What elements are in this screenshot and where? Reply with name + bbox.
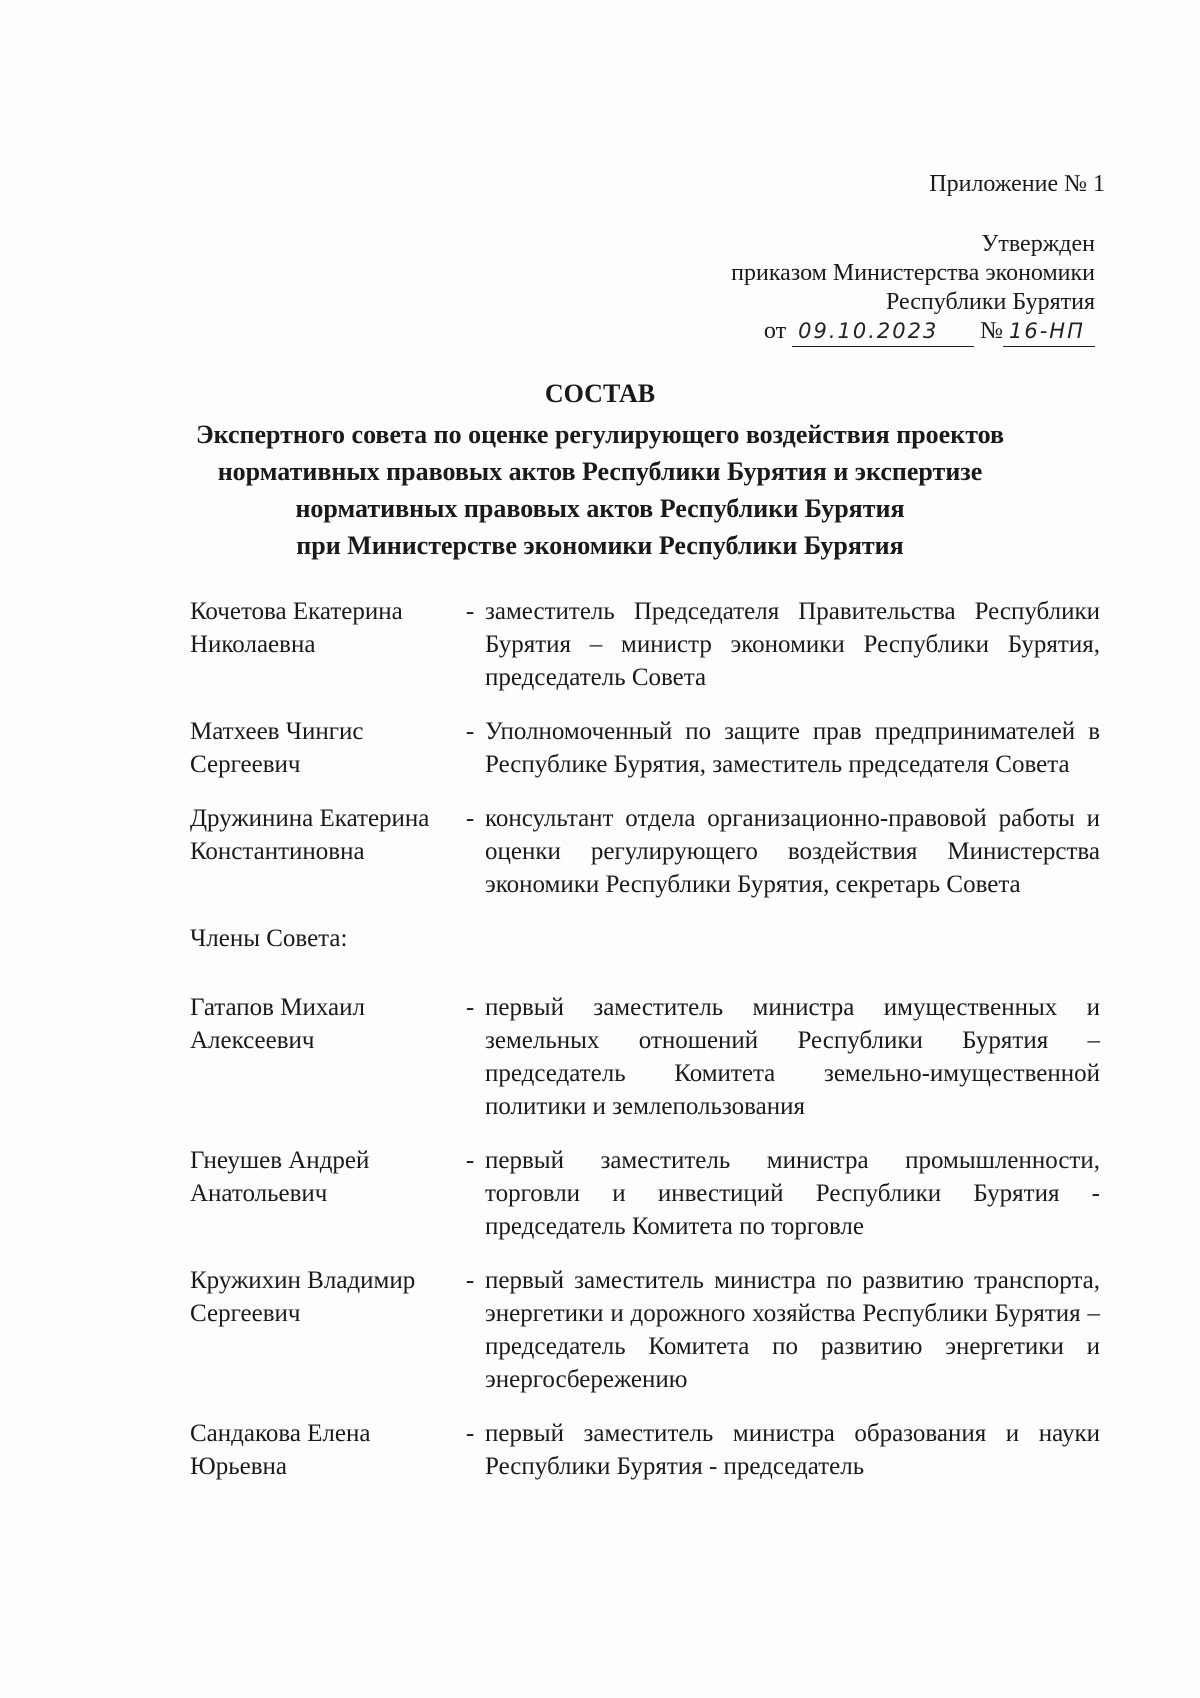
- member-name: Гнеушев Андрей Анатольевич: [190, 1147, 370, 1207]
- dash-separator: -: [465, 1147, 475, 1174]
- member-name: Матхеев Чингис Сергеевич: [190, 718, 364, 778]
- date-prefix: от: [763, 318, 787, 344]
- order-line-1: приказом Министерства экономики: [731, 260, 1095, 286]
- member-name: Дружинина Екатерина Константиновна: [190, 805, 430, 865]
- title-line-2: Экспертного совета по оценке регулирующего воздействия проектов: [195, 420, 1005, 449]
- dash-separator: -: [465, 1267, 475, 1294]
- list-item: [190, 1144, 1100, 1243]
- dash-separator: -: [465, 994, 475, 1021]
- title-line-3: нормативных правовых актов Республики Бурятия и экспертизе: [217, 457, 983, 486]
- appendix-label: Приложение № 1: [929, 171, 1105, 197]
- dash-separator: -: [465, 598, 475, 625]
- list-item: [190, 991, 1100, 1123]
- title-line-4: нормативных правовых актов Республики Бурятия: [295, 494, 905, 523]
- approval-block: [731, 230, 1095, 347]
- order-line-2: Республики Бурятия: [886, 289, 1095, 315]
- title-line-1: СОСТАВ: [544, 379, 656, 408]
- member-role: первый заместитель министра имущественных и земельных отношений Республики Бурятия – председатель Комитета земельно-имущественной политики и землепользования: [485, 994, 1100, 1120]
- member-role: заместитель Председателя Правительства Республики Бурятия – министр экономики Республики Бурятия, председатель Совета: [485, 598, 1100, 691]
- member-name: Кочетова Екатерина Николаевна: [190, 598, 403, 658]
- document-title: [150, 375, 1050, 564]
- dash-separator: -: [465, 718, 475, 745]
- member-role: Уполномоченный по защите прав предпринимателей в Республике Бурятия, заместитель председателя Совета: [485, 718, 1100, 778]
- list-item: [190, 802, 1100, 901]
- order-date-number-line: [731, 317, 1095, 347]
- title-line-5: при Министерстве экономики Республики Бурятия: [296, 531, 904, 560]
- member-name: Сандакова Елена Юрьевна: [190, 1420, 371, 1480]
- member-role: первый заместитель министра по развитию транспорта, энергетики и дорожного хозяйства Республики Бурятия – председатель Комитета по развитию энергетики и энергосбережению: [485, 1267, 1100, 1393]
- list-item: [190, 715, 1100, 781]
- members-section-label: Члены Совета:: [190, 925, 348, 952]
- dash-separator: -: [465, 805, 475, 832]
- member-role: консультант отдела организационно-правовой работы и оценки регулирующего воздействия Министерства экономики Республики Бурятия, секретарь Совета: [485, 805, 1100, 898]
- order-date-handwritten: 09.10.2023: [792, 317, 974, 347]
- list-item: [190, 595, 1100, 694]
- list-item: [190, 1264, 1100, 1396]
- order-number-handwritten: 16-НП: [1003, 317, 1095, 347]
- dash-separator: -: [465, 1420, 475, 1447]
- member-role: первый заместитель министра образования и науки Республики Бурятия - председатель: [485, 1420, 1100, 1480]
- list-item: [190, 1417, 1100, 1483]
- approved-label: Утвержден: [981, 231, 1095, 257]
- council-composition: [190, 595, 1100, 1504]
- member-name: Кружихин Владимир Сергеевич: [190, 1267, 416, 1327]
- member-name: Гатапов Михаил Алексеевич: [190, 994, 365, 1054]
- number-prefix: №: [980, 318, 1003, 344]
- member-role: первый заместитель министра промышленности, торговли и инвестиций Республики Бурятия - председатель Комитета по торговле: [485, 1147, 1100, 1240]
